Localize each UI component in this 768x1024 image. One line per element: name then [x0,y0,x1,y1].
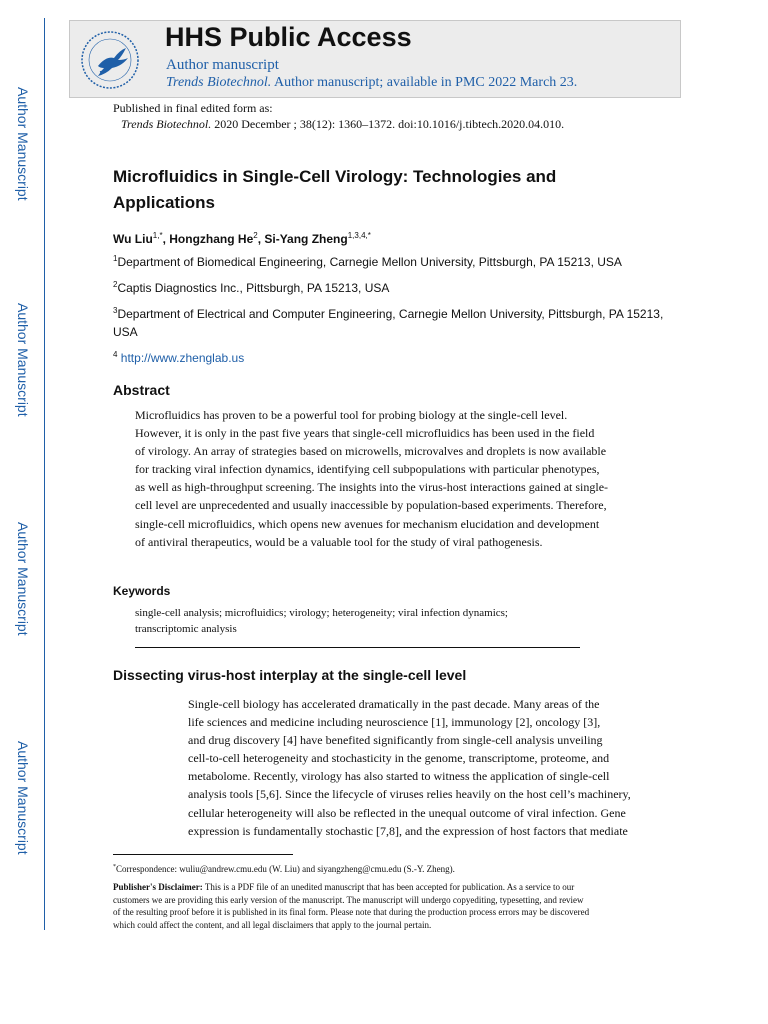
abstract-line: single-cell microfluidics, which opens new avenues for mechanism elucidation and development [135,516,600,531]
author-sup: 1,* [152,231,163,240]
hhs-title: HHS Public Access [165,22,412,52]
abstract-line: Microfluidics has proven to be a powerful tool for probing biology at the single-cell level. [135,408,568,422]
abstract-line: cell level are unprecedented and usually inaccessible by population-based experiments. Therefore, [135,498,607,513]
affiliation: $^1$Department of Biomedical Engineering, Carnegie Mellon University, Pittsburgh, PA 15213, USA [113,254,622,269]
body-line: cell-to-cell heterogeneity and stochasticity in the genome, transcriptome, proteome, and [188,751,610,766]
availability-text: Author manuscript; available in PMC 2022 March 23. [271,75,578,90]
published-label: Published in final edited form as: [113,101,273,115]
abstract-line: for tracking viral infection dynamics, identifying cell subpopulations with particular phenotypes, [135,462,600,477]
abstract-line: of antiviral therapeutics, would be a valuable tool for the study of viral pathogenesis. [135,534,543,549]
section-heading: Dissecting virus-host interplay at the single-cell level [113,667,467,683]
availability-line [166,75,577,91]
body-line: Single-cell biology has accelerated dramatically in the past decade. Many areas of the [188,697,600,711]
article-title: Microfluidics in Single-Cell Virology: Technologies and Applications [113,167,557,212]
author-list: Wu Liu$^{1,*}$, Hongzhang He$^2$, Si-Yang Zheng$^{1,3,4,*}$ [113,231,371,246]
affiliation: $^2$Captis Diagnostics Inc., Pittsburgh, PA 15213, USA [113,280,390,295]
abstract-line: as well as high-throughput screening. The insights into the virus-host interactions gained at single- [135,480,609,495]
affiliation: $^3$Department of Electrical and Computer Engineering, Carnegie Mellon University, Pittsburgh, PA 15213, USA [113,306,664,339]
author-name: Hongzhang He [169,232,254,246]
lab-website-link[interactable]: http://www.zhenglab.us [120,351,245,365]
abstract-line: of virology. An array of strategies based on microwells, microvalves and droplets is now available [135,444,607,459]
keywords-text [135,605,508,637]
section-body [188,695,658,840]
affiliation: $^4$ http://www.zhenglab.us [113,350,245,365]
sidebar-rule [44,18,45,930]
abstract-text [135,406,635,551]
author-name: Wu Liu [113,232,153,246]
citation [121,117,564,132]
author-sup: 1,3,4,* [347,231,371,240]
footnote-rule [113,854,293,855]
journal-name: Trends Biotechnol. [166,75,272,90]
section-divider [135,647,580,648]
citation-details: 2020 December ; 38(12): 1360–1372. doi:10.1016/j.tibtech.2020.04.010. [211,117,565,131]
body-line: expression is fundamentally stochastic [7,8], and the expression of host factors that mediate [188,823,628,838]
author-manuscript-label: Author manuscript [166,57,279,73]
abstract-heading: Abstract [113,382,170,398]
body-line: cellular heterogeneity will also be reflected in the unequal outcome of viral infection. Gene [188,805,626,820]
keywords-heading: Keywords [113,584,171,598]
author-sup: 2 [253,231,258,240]
keywords-line: transcriptomic analysis [135,623,237,635]
body-line: and drug discovery [4] have benefited significantly from single-cell analysis unveiling [188,733,603,748]
keywords-line: single-cell analysis; microfluidics; virology; heterogeneity; viral infection dynamics; [135,607,508,619]
author-name: Si-Yang Zheng [264,232,348,246]
body-line: metabolome. Recently, virology has also started to witness the application of single-cell [188,769,610,784]
correspondence-note: *Correspondence: wuliu@andrew.cmu.edu (W. Liu) and siyangzheng@cmu.edu (S.-Y. Zheng). [113,864,455,874]
citation-journal: Trends Biotechnol. [121,117,212,131]
abstract-line: However, it is only in the past five years that single-cell microfluidics has been used in the field [135,426,595,441]
disclaimer-label: Publisher's Disclaimer: [113,882,203,892]
body-line: life sciences and medicine including neuroscience [1], immunology [2], oncology [3], [188,715,601,730]
body-line: analysis tools [5,6]. Since the lifecycle of viruses relies heavily on the host cell’s machinery, [188,787,631,802]
publisher-disclaimer: Publisher's Disclaimer: This is a PDF file of an unedited manuscript that has been accepted for publication. As a service to our customers we are providing this early version of the manuscript. The manuscript will undergo copyediting, typesetting, and review of the resulting proof before it is published in its final form. Please note that during the production process errors may be discovered which could affect the content, and all legal disclaimers that apply to the journal pertain. [113,882,590,931]
hhs-eagle-seal-icon [78,28,142,92]
